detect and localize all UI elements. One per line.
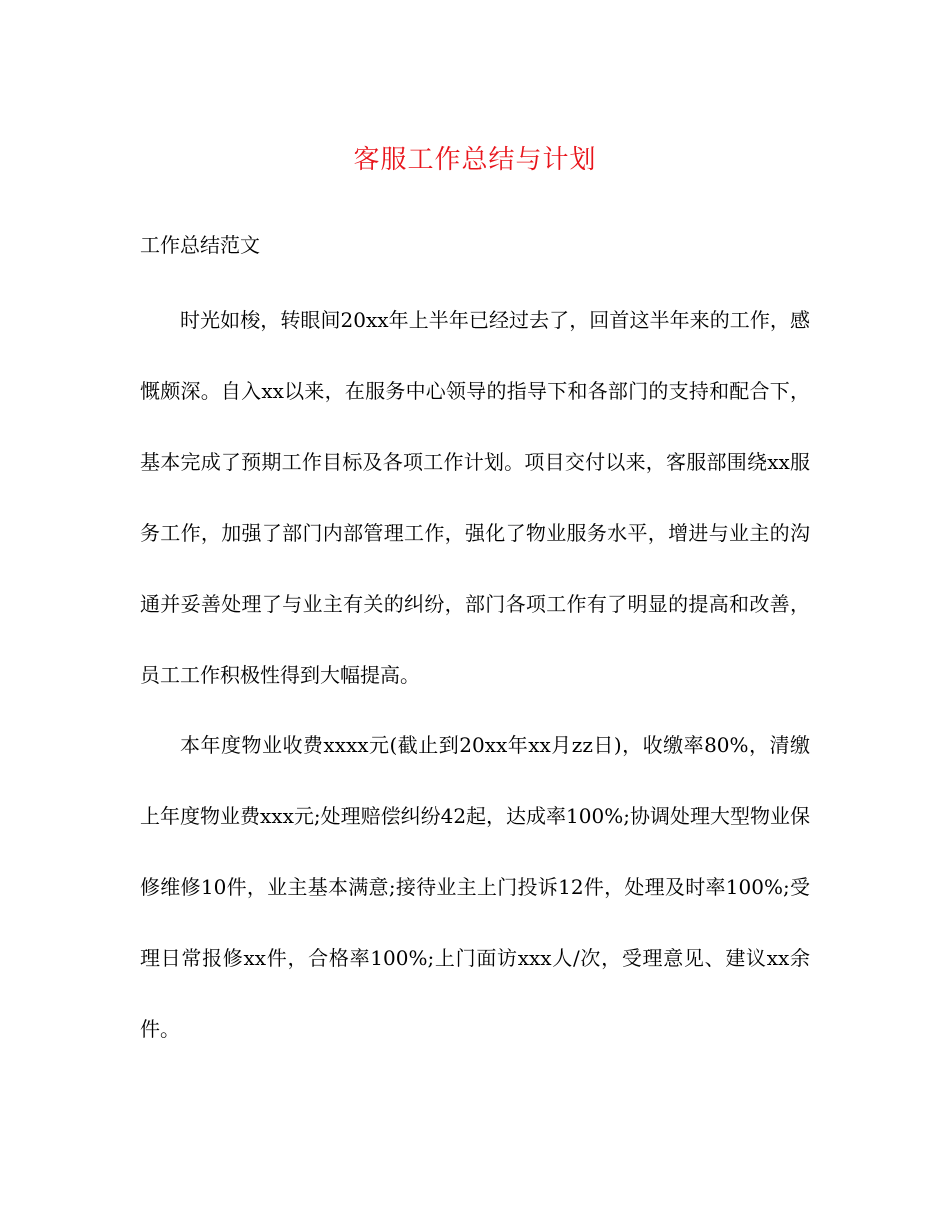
paragraph-summary: 时光如梭，转眼间20xx年上半年已经过去了，回首这半年来的工作，感慨颇深。自入xx以来，在服务中心领导的指导下和各部门的支持和配合下，基本完成了预期工作目标及各项工作计划。项目交付以来，客服部围绕xx服务工作，加强了部门内部管理工作，强化了物业服务水平，增进与业主的沟通并妥善处理了与业主有关的纠纷，部门各项工作有了明显的提高和改善，员工工作积极性得到大幅提高。 — [140, 308, 810, 687]
paragraph-statistics: 本年度物业收费xxxx元(截止到20xx年xx月zz日)，收缴率80%，清缴上年度物业费xxx元;处理赔偿纠纷42起，达成率100%;协调处理大型物业保修维修10件，业主基本满意;接待业主上门投诉12件，处理及时率100%;受理日常报修xx件，合格率100%;上门面访xxx人/次，受理意见、建议xx余件。 — [140, 733, 810, 1041]
section-heading: 工作总结范文 — [140, 233, 260, 257]
document-title: 客服工作总结与计划 — [353, 145, 597, 175]
